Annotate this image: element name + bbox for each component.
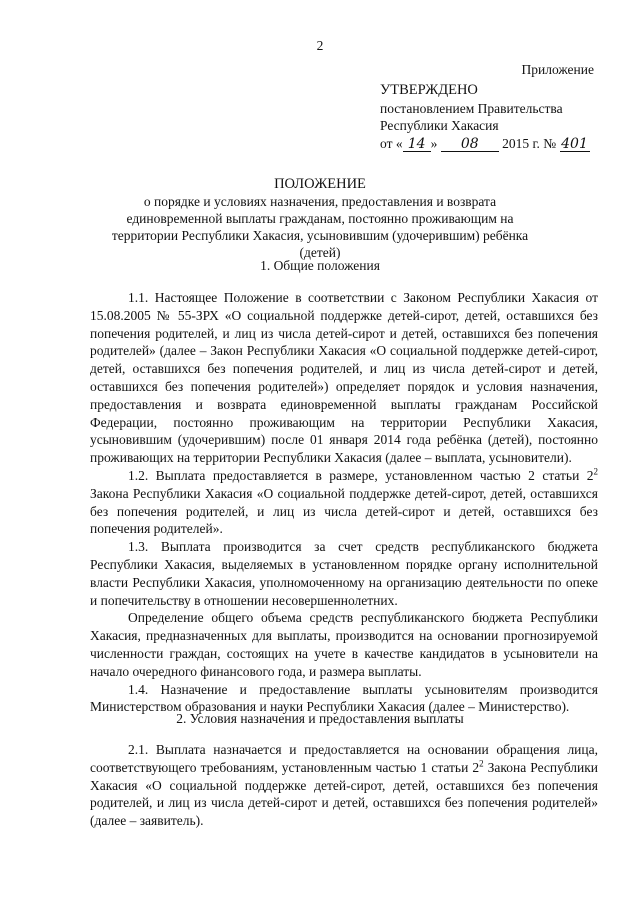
paragraph-1-4: 1.4. Назначение и предоставление выплаты усыновителям производится Министерством образования и науки Республики Хакасия (далее – Министерство).	[90, 681, 598, 715]
paragraph-1-1: 1.1. Настоящее Положение в соответствии с Законом Республики Хакасия от 15.08.2005 № 55-ЗРХ «О социальной поддержке детей-сирот, детей, оставшихся без попечения родителей, и лиц из числа детей-сирот и детей, оставшихся без попечения родителей» (далее – Закон Республики Хакасия «О социальной поддержке детей-сирот, детей, оставшихся без попечения родителей, и лиц из числа детей-сирот и детей, оставшихся без попечения родителей») определяет порядок и условия назначения, предоставления и возврата единовременной выплаты гражданам Российской Федерации, постоянно проживающим на территории Республики Хакасия, усыновившим (удочерившим) после 01 января 2014 года ребёнка (детей), постоянно проживающих на территории Республики Хакасия (далее – выплата, усыновители).	[90, 290, 598, 466]
section-1-heading: 1. Общие положения	[260, 258, 380, 273]
paragraph-1-2-text-b: Закона Республики Хакасия «О социальной поддержке детей-сирот, детей, оставшихся без попечения родителей, и лиц из числа детей-сирот и детей, оставшихся без попечения родителей».	[90, 485, 598, 537]
paragraph-1-2	[90, 467, 598, 538]
paragraph-1-2-sup: 2	[593, 466, 598, 477]
paragraph-2-1-text-a: 2.1. Выплата назначается и предоставляется на основании обращения лица, соответствующего требованиям, установленным частью 1 статьи 2	[90, 742, 598, 775]
paragraph-2-1	[90, 741, 598, 830]
date-mid: »	[430, 135, 438, 151]
date-year: 2015 г. №	[502, 135, 557, 151]
appendix-label: Приложение	[521, 62, 594, 77]
doc-subtitle: о порядке и условиях назначения, предоставления и возврата единовременной выплаты гражданам, постоянно проживающим на территории Республики Хакасия, усыновившим (удочерившим) ребёнка (детей)	[111, 194, 529, 260]
paragraph-1-3-continued: Определение общего объема средств республиканского бюджета Республики Хакасия, предназначенных для выплаты, производится на основании прогнозируемой численности граждан, состоящих на учете в качестве кандидатов в усыновители на начало очередного финансового года, и размера выплаты.	[90, 610, 598, 679]
paragraph-1-3: 1.3. Выплата производится за счет средств республиканского бюджета Республики Хакасия, выделяемых в установленном порядке органу исполнительной власти Республики Хакасия, уполномоченному на организацию деятельности по опеке и попечительству в отношении несовершеннолетних.	[90, 539, 598, 608]
approval-date-line	[380, 135, 620, 153]
doc-title: ПОЛОЖЕНИЕ	[274, 176, 366, 192]
page-number: 2	[316, 38, 324, 53]
decree-number: 401	[561, 135, 588, 152]
section-1-body	[90, 289, 598, 716]
approval-line-2: Республики Хакасия	[380, 118, 499, 133]
approval-line-1: постановлением Правительства	[380, 100, 563, 116]
paragraph-1-2-text-a: 1.2. Выплата предоставляется в размере, установленном частью 2 статьи 2	[128, 467, 594, 483]
paragraph-2-1-sup: 2	[479, 758, 484, 769]
section-2-body	[90, 741, 598, 830]
date-day: 14	[403, 137, 431, 152]
paragraph-2-1-text-b: Закона Республики Хакасия «О социальной поддержке детей-сирот, детей, оставшихся без попечения родителей, и лиц из числа детей-сирот и детей, оставшихся без попечения родителей» (далее – заявитель).	[90, 759, 598, 829]
approval-block	[380, 82, 620, 152]
date-prefix: от «	[380, 135, 403, 151]
section-2-heading: 2. Условия назначения и предоставления выплаты	[176, 711, 464, 726]
date-month: 08	[441, 137, 499, 152]
approval-heading: УТВЕРЖДЕНО	[380, 82, 478, 98]
